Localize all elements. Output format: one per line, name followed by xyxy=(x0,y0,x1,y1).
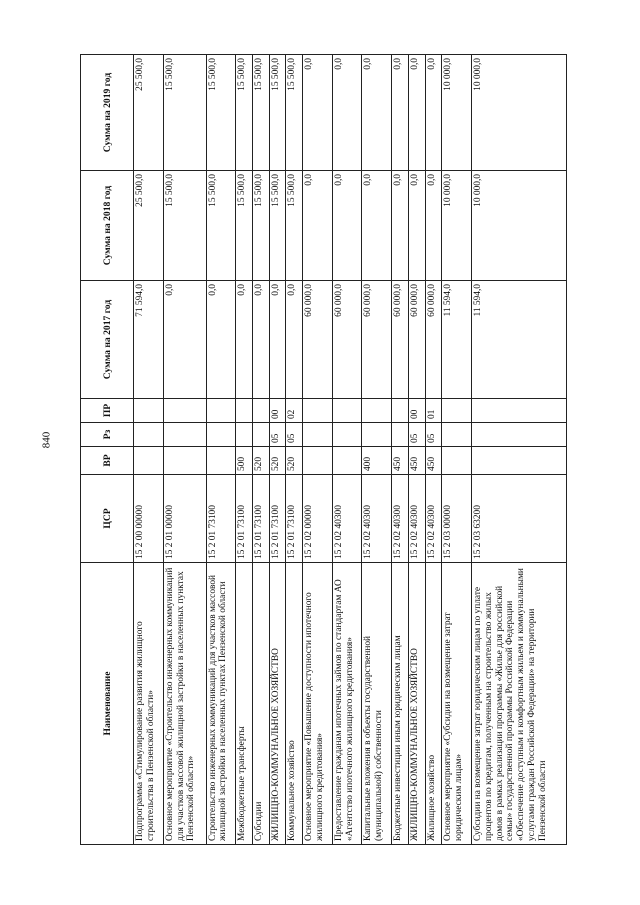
cell-s2019: 25 500,0 xyxy=(134,55,164,171)
cell-pr xyxy=(392,399,409,423)
table-body xyxy=(134,55,567,845)
cell-s2018: 10 000,0 xyxy=(471,171,566,281)
cell-rz: 05 xyxy=(286,423,303,447)
cell-csr: 15 2 02 40300 xyxy=(392,475,409,563)
cell-csr: 15 2 01 73100 xyxy=(236,475,253,563)
cell-csr: 15 2 01 73100 xyxy=(206,475,236,563)
cell-csr: 15 2 01 73100 xyxy=(286,475,303,563)
cell-s2019: 15 500,0 xyxy=(206,55,236,171)
cell-csr: 15 2 01 00000 xyxy=(163,475,206,563)
cell-s2018: 0,0 xyxy=(303,171,333,281)
budget-table xyxy=(80,54,567,845)
table-row xyxy=(163,55,206,845)
table-row xyxy=(134,55,164,845)
cell-s2018: 15 500,0 xyxy=(236,171,253,281)
cell-name: Жилищное хозяйство xyxy=(425,563,442,845)
cell-s2019: 15 500,0 xyxy=(269,55,286,171)
cell-s2019: 15 500,0 xyxy=(236,55,253,171)
cell-pr xyxy=(236,399,253,423)
cell-name: Бюджетные инвестиции иным юридическим лицам xyxy=(392,563,409,845)
cell-rz xyxy=(134,423,164,447)
cell-name: Субсидии xyxy=(253,563,270,845)
cell-s2017: 0,0 xyxy=(206,281,236,399)
cell-s2017: 60 000,0 xyxy=(425,281,442,399)
table-row xyxy=(286,55,303,845)
table-row xyxy=(392,55,409,845)
cell-rz xyxy=(392,423,409,447)
cell-vr xyxy=(134,447,164,475)
table-row xyxy=(269,55,286,845)
cell-vr: 400 xyxy=(362,447,392,475)
page-number: 840 xyxy=(40,431,53,449)
header-rz: Рз xyxy=(81,423,134,447)
cell-pr xyxy=(332,399,362,423)
cell-s2018: 15 500,0 xyxy=(206,171,236,281)
cell-s2019: 15 500,0 xyxy=(253,55,270,171)
cell-rz xyxy=(163,423,206,447)
cell-vr: 520 xyxy=(269,447,286,475)
cell-s2018: 0,0 xyxy=(408,171,425,281)
cell-vr xyxy=(471,447,566,475)
table-row xyxy=(236,55,253,845)
cell-pr xyxy=(303,399,333,423)
header-sum-2019: Сумма на 2019 год xyxy=(81,55,134,171)
cell-s2017: 0,0 xyxy=(163,281,206,399)
cell-name: Предоставление гражданам ипотечных займов по стандартам АО «Агентство ипотечного жилищного кредитования» xyxy=(332,563,362,845)
cell-rz xyxy=(206,423,236,447)
cell-vr xyxy=(163,447,206,475)
cell-vr: 450 xyxy=(392,447,409,475)
cell-csr: 15 2 03 00000 xyxy=(442,475,472,563)
table-header-row xyxy=(81,55,134,845)
cell-vr: 450 xyxy=(425,447,442,475)
cell-csr: 15 2 01 73100 xyxy=(253,475,270,563)
cell-s2017: 60 000,0 xyxy=(332,281,362,399)
header-sum-2018: Сумма на 2018 год xyxy=(81,171,134,281)
cell-name: Строительство инженерных коммуникаций для участков массовой жилищной застройки в населенных пунктах Пензенской области xyxy=(206,563,236,845)
cell-name: ЖИЛИЩНО-КОММУНАЛЬНОЕ ХОЗЯЙСТВО xyxy=(408,563,425,845)
cell-rz xyxy=(253,423,270,447)
cell-vr: 500 xyxy=(236,447,253,475)
cell-s2018: 0,0 xyxy=(392,171,409,281)
cell-name: Основное мероприятие «Субсидии на возмещение затрат юридическим лицам» xyxy=(442,563,472,845)
header-name: Наименование xyxy=(81,563,134,845)
cell-s2017: 60 000,0 xyxy=(392,281,409,399)
cell-s2018: 15 500,0 xyxy=(269,171,286,281)
cell-pr xyxy=(134,399,164,423)
cell-rz xyxy=(332,423,362,447)
cell-rz: 05 xyxy=(425,423,442,447)
cell-s2017: 60 000,0 xyxy=(408,281,425,399)
cell-rz: 05 xyxy=(408,423,425,447)
cell-vr: 520 xyxy=(286,447,303,475)
cell-name: Основное мероприятие «Строительство инженерных коммуникаций для участков массовой жилищной застройки в населенных пунктах Пензенской области» xyxy=(163,563,206,845)
cell-s2017: 71 594,0 xyxy=(134,281,164,399)
cell-name: Межбюджетные трансферты xyxy=(236,563,253,845)
cell-rz: 05 xyxy=(269,423,286,447)
cell-s2017: 60 000,0 xyxy=(303,281,333,399)
cell-s2017: 0,0 xyxy=(286,281,303,399)
cell-s2018: 0,0 xyxy=(362,171,392,281)
cell-pr: 01 xyxy=(425,399,442,423)
cell-s2019: 15 500,0 xyxy=(286,55,303,171)
cell-vr: 450 xyxy=(408,447,425,475)
cell-s2019: 15 500,0 xyxy=(163,55,206,171)
cell-vr xyxy=(303,447,333,475)
cell-csr: 15 2 03 63200 xyxy=(471,475,566,563)
cell-s2017: 0,0 xyxy=(236,281,253,399)
header-sum-2017: Сумма на 2017 год xyxy=(81,281,134,399)
cell-s2018: 0,0 xyxy=(332,171,362,281)
cell-s2019: 0,0 xyxy=(392,55,409,171)
cell-s2019: 0,0 xyxy=(425,55,442,171)
cell-s2018: 10 000,0 xyxy=(442,171,472,281)
cell-pr xyxy=(471,399,566,423)
cell-csr: 15 2 02 40300 xyxy=(362,475,392,563)
cell-rz xyxy=(471,423,566,447)
cell-pr xyxy=(362,399,392,423)
cell-pr: 00 xyxy=(269,399,286,423)
table-row xyxy=(206,55,236,845)
cell-csr: 15 2 02 00000 xyxy=(303,475,333,563)
cell-s2019: 0,0 xyxy=(408,55,425,171)
header-csr: ЦСР xyxy=(81,475,134,563)
cell-csr: 15 2 02 40300 xyxy=(408,475,425,563)
cell-s2019: 0,0 xyxy=(362,55,392,171)
cell-name: Капитальные вложения в объекты государственной (муниципальной) собственности xyxy=(362,563,392,845)
cell-s2018: 15 500,0 xyxy=(286,171,303,281)
cell-pr: 02 xyxy=(286,399,303,423)
cell-name: Коммунальное хозяйство xyxy=(286,563,303,845)
cell-csr: 15 2 02 40300 xyxy=(332,475,362,563)
table-row xyxy=(303,55,333,845)
cell-name: Субсидии на возмещение затрат юридическим лицам по уплате процентов по кредитам, полученным на строительство жилых домов в рамках реализации программы «Жилье для российской семьи» государственной программы Российской Федерации «Обеспечение доступным и комфортным жильем и коммунальными услугами граждан Российской Федерации» на территории Пензенской области xyxy=(471,563,566,845)
table-row xyxy=(362,55,392,845)
cell-csr: 15 2 00 00000 xyxy=(134,475,164,563)
table-row xyxy=(253,55,270,845)
cell-pr xyxy=(206,399,236,423)
cell-s2017: 11 594,0 xyxy=(471,281,566,399)
cell-pr: 00 xyxy=(408,399,425,423)
cell-s2017: 60 000,0 xyxy=(362,281,392,399)
budget-table-container xyxy=(80,55,567,845)
cell-pr xyxy=(253,399,270,423)
cell-name: Основное мероприятие «Повышение доступности ипотечного жилищного кредитования» xyxy=(303,563,333,845)
cell-vr: 520 xyxy=(253,447,270,475)
cell-csr: 15 2 01 73100 xyxy=(269,475,286,563)
table-row xyxy=(408,55,425,845)
header-pr: ПР xyxy=(81,399,134,423)
table-row xyxy=(332,55,362,845)
cell-rz xyxy=(303,423,333,447)
cell-rz xyxy=(442,423,472,447)
cell-s2017: 0,0 xyxy=(269,281,286,399)
cell-s2018: 0,0 xyxy=(425,171,442,281)
cell-s2019: 10 000,0 xyxy=(442,55,472,171)
cell-vr xyxy=(332,447,362,475)
cell-s2019: 0,0 xyxy=(332,55,362,171)
table-row xyxy=(471,55,566,845)
cell-s2019: 10 000,0 xyxy=(471,55,566,171)
cell-s2018: 15 500,0 xyxy=(253,171,270,281)
table-row xyxy=(442,55,472,845)
table-row xyxy=(425,55,442,845)
cell-s2019: 0,0 xyxy=(303,55,333,171)
cell-name: Подпрограмма «Стимулирование развития жилищного строительства в Пензенской области» xyxy=(134,563,164,845)
cell-s2018: 15 500,0 xyxy=(163,171,206,281)
header-vr: ВР xyxy=(81,447,134,475)
cell-rz xyxy=(362,423,392,447)
cell-pr xyxy=(163,399,206,423)
cell-pr xyxy=(442,399,472,423)
cell-vr xyxy=(442,447,472,475)
cell-rz xyxy=(236,423,253,447)
cell-vr xyxy=(206,447,236,475)
cell-csr: 15 2 02 40300 xyxy=(425,475,442,563)
cell-s2017: 0,0 xyxy=(253,281,270,399)
cell-s2018: 25 500,0 xyxy=(134,171,164,281)
cell-s2017: 11 594,0 xyxy=(442,281,472,399)
cell-name: ЖИЛИЩНО-КОММУНАЛЬНОЕ ХОЗЯЙСТВО xyxy=(269,563,286,845)
